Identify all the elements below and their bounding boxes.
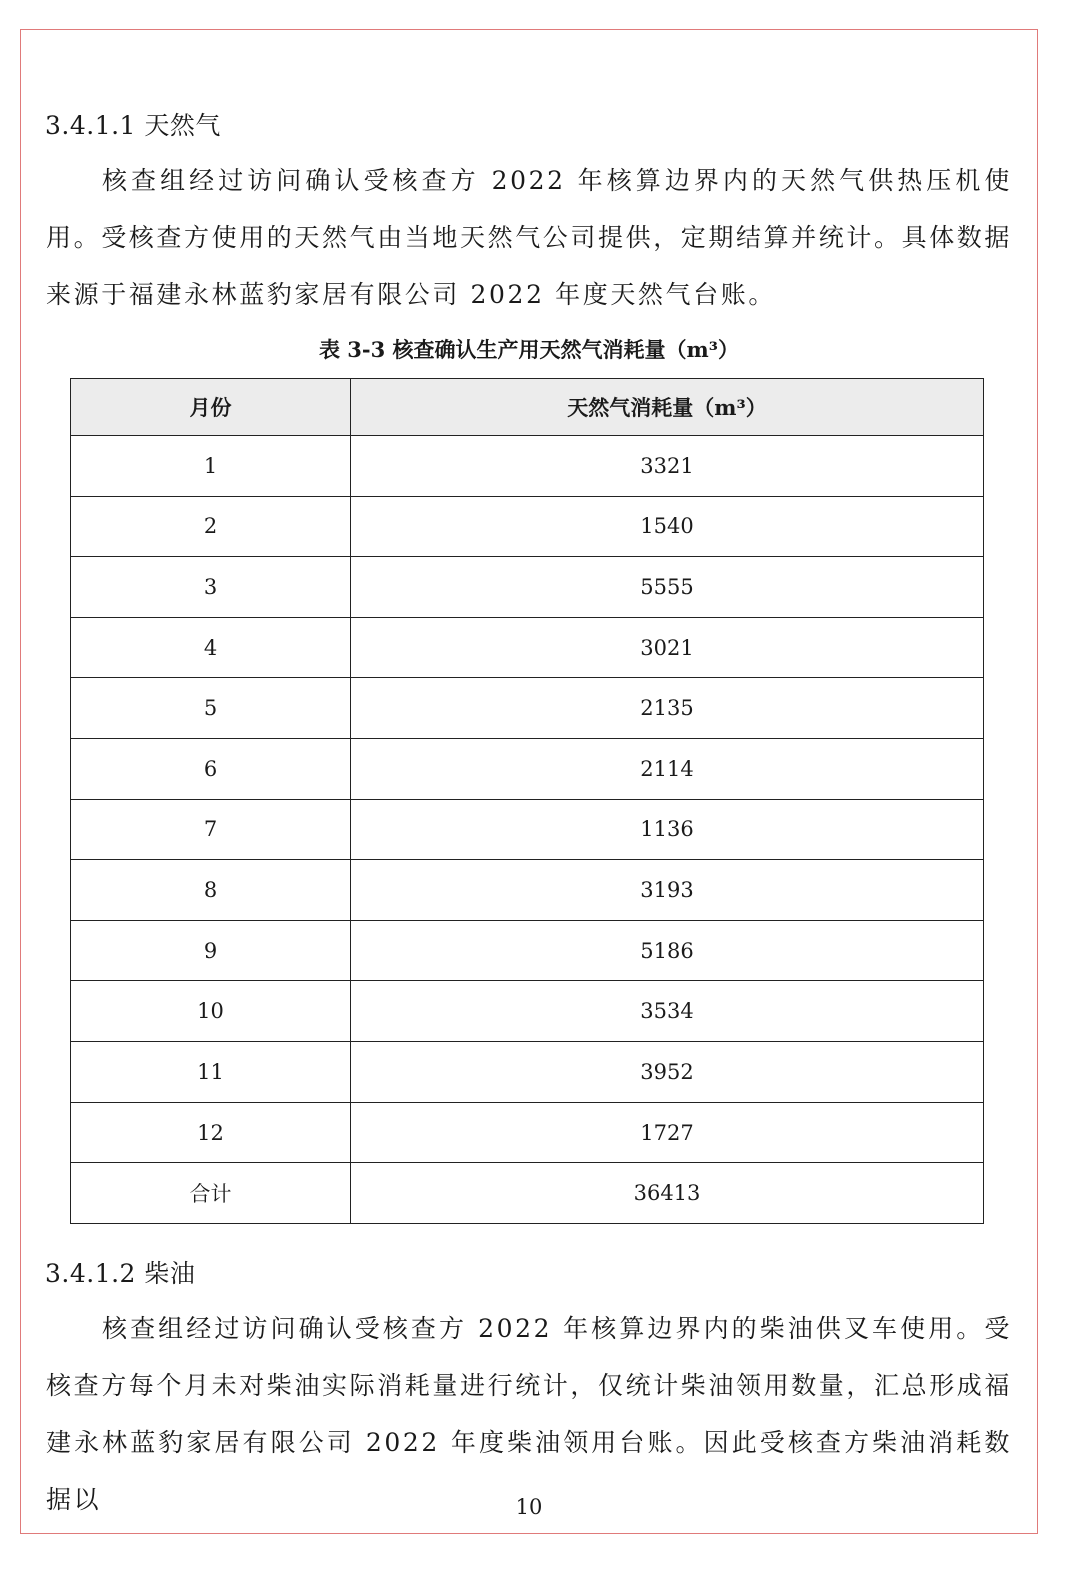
month-cell: 12	[71, 1102, 351, 1163]
table-row	[71, 496, 984, 557]
table-header-row	[71, 379, 984, 436]
consumption-cell: 3193	[351, 860, 984, 921]
table-row	[71, 860, 984, 921]
table-caption: 表 3-3 核查确认生产用天然气消耗量（m³）	[319, 337, 739, 362]
header-month: 月份	[71, 379, 351, 436]
consumption-cell: 3534	[351, 981, 984, 1042]
total-label-cell: 合计	[71, 1163, 351, 1224]
month-cell: 3	[71, 557, 351, 618]
consumption-cell: 3321	[351, 436, 984, 497]
consumption-cell: 1136	[351, 799, 984, 860]
table-row	[71, 981, 984, 1042]
table-row	[71, 1102, 984, 1163]
table-row	[71, 678, 984, 739]
month-cell: 1	[71, 436, 351, 497]
table-row	[71, 739, 984, 800]
month-cell: 11	[71, 1042, 351, 1103]
paragraph-diesel: 核查组经过访问确认受核查方 2022 年核算边界内的柴油供叉车使用。受核查方每个月未对柴油实际消耗量进行统计，仅统计柴油领用数量，汇总形成福建永林蓝豹家居有限公司 2022 年度柴油领用台账。因此受核查方柴油消耗数据以	[46, 1314, 1013, 1514]
consumption-cell: 2114	[351, 739, 984, 800]
table-row	[71, 799, 984, 860]
consumption-cell: 3021	[351, 617, 984, 678]
table-total-row	[71, 1163, 984, 1224]
table-row	[71, 1042, 984, 1103]
consumption-cell: 1540	[351, 496, 984, 557]
consumption-cell: 1727	[351, 1102, 984, 1163]
section-heading-natural-gas: 3.4.1.1 天然气	[45, 111, 221, 140]
gas-consumption-table	[70, 378, 984, 1224]
table-row	[71, 920, 984, 981]
month-cell: 9	[71, 920, 351, 981]
table-row	[71, 436, 984, 497]
month-cell: 10	[71, 981, 351, 1042]
header-consumption: 天然气消耗量（m³）	[351, 379, 984, 436]
consumption-cell: 2135	[351, 678, 984, 739]
month-cell: 4	[71, 617, 351, 678]
table-row	[71, 557, 984, 618]
consumption-cell: 3952	[351, 1042, 984, 1103]
month-cell: 7	[71, 799, 351, 860]
total-value-cell: 36413	[351, 1163, 984, 1224]
table-row	[71, 617, 984, 678]
consumption-cell: 5555	[351, 557, 984, 618]
month-cell: 5	[71, 678, 351, 739]
month-cell: 6	[71, 739, 351, 800]
paragraph-natural-gas: 核查组经过访问确认受核查方 2022 年核算边界内的天然气供热压机使用。受核查方使用的天然气由当地天然气公司提供，定期结算并统计。具体数据来源于福建永林蓝豹家居有限公司 2022 年度天然气台账。	[46, 166, 1013, 309]
section-heading-diesel: 3.4.1.2 柴油	[45, 1259, 196, 1288]
month-cell: 8	[71, 860, 351, 921]
page-number: 10	[515, 1495, 543, 1519]
month-cell: 2	[71, 496, 351, 557]
consumption-cell: 5186	[351, 920, 984, 981]
